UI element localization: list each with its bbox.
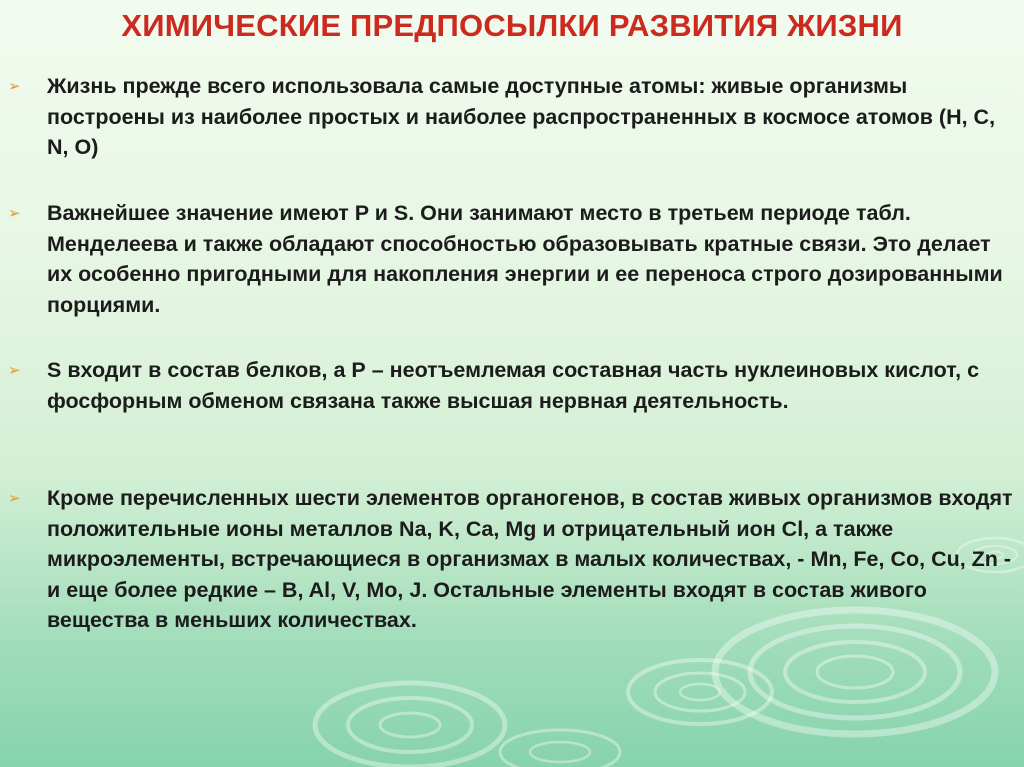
chevron-bullet-icon: ➢ xyxy=(8,77,21,95)
chevron-bullet-icon: ➢ xyxy=(8,204,21,222)
bullet-text-4: Кроме перечисленных шести элементов органогенов, в состав живых организмов входят положительные ионы металлов Na, K, Ca, Mg и отрицательный ион Cl, а также микроэлементы, встречающиеся в организмах в малых количествах, - Mn, Fe, Co, Cu, Zn - и еще более редкие – B, Al, V, Mo, J. Остальные элементы входят в состав живого вещества в меньших количествах. xyxy=(47,486,1013,632)
chevron-bullet-icon: ➢ xyxy=(8,361,21,379)
bullet-text-2: Важнейшее значение имеют P и S. Они занимают место в третьем периоде табл. Менделеева и также обладают способностью образовывать кратные связи. Это делает их особенно пригодными для накопления энергии и ее переноса строго дозированными порциями. xyxy=(47,201,1003,317)
bullet-text-1: Жизнь прежде всего использовала самые доступные атомы: живые организмы построены из наиболее простых и наиболее распространенных в космосе атомов (H, C, N, O) xyxy=(47,74,996,159)
chevron-bullet-icon: ➢ xyxy=(8,489,21,507)
bullet-text-3: S входит в состав белков, а Р – неотъемлемая составная часть нуклеиновых кислот, с фосфорным обменом связана также высшая нервная деятельность. xyxy=(47,358,980,413)
slide-title: ХИМИЧЕСКИЕ ПРЕДПОСЫЛКИ РАЗВИТИЯ ЖИЗНИ xyxy=(121,8,903,43)
